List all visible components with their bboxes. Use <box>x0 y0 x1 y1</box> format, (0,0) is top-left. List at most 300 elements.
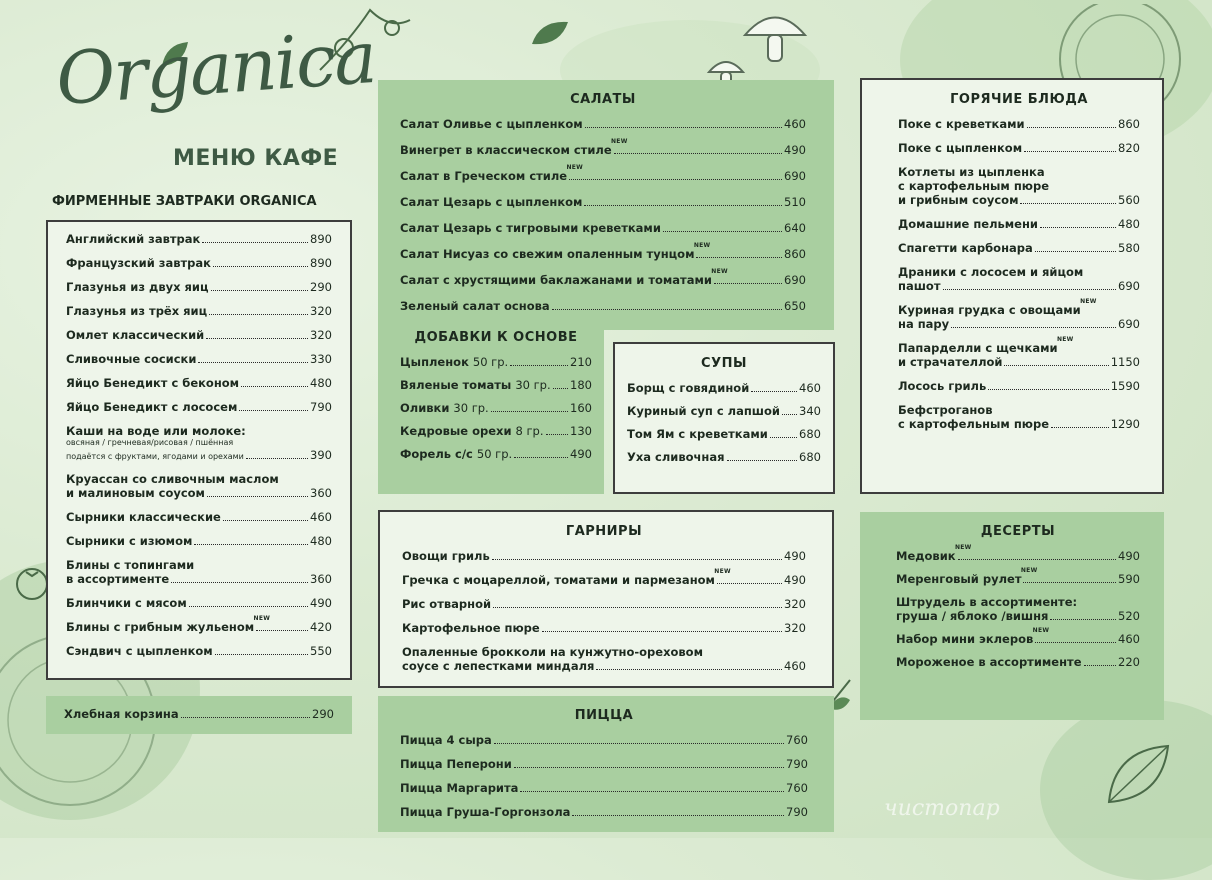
item-name: Винегрет в классическом стиле NEW <box>400 143 612 157</box>
item-price: 220 <box>1118 655 1140 669</box>
item-price: 320 <box>784 621 806 635</box>
item-name: Круассан со сливочным маслом <box>66 472 279 486</box>
menu-item-row <box>400 164 806 183</box>
item-name: соусе с лепестками миндаля <box>402 659 595 673</box>
menu-item-line <box>898 403 1140 417</box>
item-name: Салат Цезарь с цыпленком <box>400 195 583 209</box>
menu-item <box>66 352 332 366</box>
menu-item-row <box>66 644 332 658</box>
item-name: Зеленый салат основа <box>400 299 550 313</box>
menu-item-row <box>400 195 806 209</box>
item-price: 460 <box>1118 632 1140 646</box>
new-badge: NEW <box>714 568 731 575</box>
dot-leader <box>1040 227 1116 228</box>
menu-item <box>66 304 332 318</box>
new-badge: NEW <box>1056 336 1074 343</box>
item-price: 1590 <box>1110 379 1140 393</box>
item-name: Уха сливочная <box>627 450 725 464</box>
breakfast-list <box>66 232 332 658</box>
item-price: 890 <box>310 232 332 246</box>
item-name: Английский завтрак <box>66 232 201 246</box>
menu-item <box>400 355 592 369</box>
menu-item-row <box>400 781 808 795</box>
item-name: Салат с хрустящими баклажанами и томатами NEW <box>400 273 712 287</box>
menu-item-row <box>896 655 1140 669</box>
menu-item <box>66 472 332 500</box>
menu-item <box>898 241 1140 255</box>
item-name: Пицца Пеперони <box>400 757 512 771</box>
menu-item-row <box>66 534 332 548</box>
item-price: 320 <box>310 304 332 318</box>
menu-item-row <box>400 733 808 747</box>
menu-item <box>400 378 592 392</box>
item-name: Салат в Греческом стиле NEW <box>400 169 567 183</box>
menu-item <box>896 567 1140 586</box>
menu-item <box>898 165 1140 207</box>
dot-leader <box>542 631 782 632</box>
item-name: Блины с грибным жульеном NEW <box>66 620 254 634</box>
menu-item-row <box>898 317 1140 331</box>
item-name: Салат Цезарь с тигровыми креветками <box>400 221 661 235</box>
item-price: 760 <box>786 781 808 795</box>
dot-leader <box>494 743 784 744</box>
menu-item-line <box>66 472 332 486</box>
menu-item-row <box>400 805 808 819</box>
menu-item <box>400 401 592 415</box>
item-name: Пицца 4 сыра <box>400 733 492 747</box>
leaf-icon <box>1104 740 1174 810</box>
new-badge: NEW <box>1020 567 1038 574</box>
menu-item <box>898 265 1140 293</box>
dot-leader <box>1051 427 1109 428</box>
menu-item-row <box>66 352 332 366</box>
item-name: Драники с лососем и яйцом <box>898 265 1084 279</box>
menu-item-row <box>66 256 332 270</box>
menu-item-row <box>66 510 332 524</box>
menu-item-row <box>898 217 1140 231</box>
menu-item <box>627 404 821 418</box>
menu-item <box>400 299 806 313</box>
dot-leader <box>614 153 782 154</box>
item-name: Глазунья из трёх яиц <box>66 304 208 318</box>
menu-item-line <box>898 165 1140 179</box>
dot-leader <box>782 414 797 415</box>
leaf-icon <box>530 18 570 48</box>
item-name: Рис отварной <box>402 597 492 611</box>
item-name: Сливочные сосиски <box>66 352 197 366</box>
dot-leader <box>572 815 784 816</box>
item-price: 180 <box>570 378 592 392</box>
item-name: Меренговый рулет NEW <box>896 572 1021 586</box>
desserts-list <box>896 544 1140 669</box>
menu-item <box>66 424 332 462</box>
hot-panel <box>860 78 1164 494</box>
dot-leader <box>207 496 308 497</box>
menu-item-row <box>66 486 332 500</box>
menu-item <box>64 707 334 721</box>
menu-item <box>66 596 332 610</box>
item-name: Оливки <box>400 401 450 415</box>
menu-item <box>66 376 332 390</box>
item-name: Медовик NEW <box>896 549 956 563</box>
addons-list <box>400 355 592 461</box>
item-name: Блинчики с мясом <box>66 596 187 610</box>
item-price: 1290 <box>1110 417 1140 431</box>
addons-title: ДОБАВКИ К ОСНОВЕ <box>414 330 578 345</box>
menu-item <box>400 447 592 461</box>
breakfast-panel <box>46 220 352 680</box>
menu-item <box>896 544 1140 563</box>
brand-logo: Organica <box>53 14 378 122</box>
dot-leader <box>585 127 782 128</box>
dot-leader <box>514 767 784 768</box>
dot-leader <box>546 434 569 435</box>
item-price: 460 <box>799 381 821 395</box>
menu-item-row <box>400 117 806 131</box>
dot-leader <box>493 607 782 608</box>
item-price: 290 <box>312 707 334 721</box>
dot-leader <box>194 544 308 545</box>
soups-title: СУПЫ <box>701 356 747 371</box>
menu-item <box>400 781 808 795</box>
menu-item-row <box>400 401 592 415</box>
dot-leader <box>239 410 308 411</box>
item-name: Салат Нисуаз со свежим опаленным тунцом NEW <box>400 247 694 261</box>
menu-item-row <box>898 193 1140 207</box>
dot-leader <box>727 460 798 461</box>
dot-leader <box>171 582 308 583</box>
item-note: овсяная / гречневая/рисовая / пшённая <box>66 438 234 447</box>
item-price: 340 <box>799 404 821 418</box>
item-price: 480 <box>1118 217 1140 231</box>
dot-leader <box>215 654 308 655</box>
item-price: 210 <box>570 355 592 369</box>
menu-item-row <box>898 241 1140 255</box>
menu-item <box>400 221 806 235</box>
menu-item-line <box>898 179 1140 193</box>
menu-item <box>400 195 806 209</box>
item-name: на пару <box>898 317 950 331</box>
soups-list <box>627 381 821 464</box>
menu-item-row <box>400 138 806 157</box>
salads-panel <box>378 80 834 330</box>
menu-item <box>896 595 1140 623</box>
item-price: 160 <box>570 401 592 415</box>
new-badge: NEW <box>1080 298 1097 305</box>
menu-item-row <box>896 567 1140 586</box>
item-name: Блины с топингами <box>66 558 195 572</box>
item-price: 1150 <box>1110 355 1140 369</box>
menu-item-row <box>400 378 592 392</box>
breakfast-title: ФИРМЕННЫЕ ЗАВТРАКИ ORGANICA <box>52 194 317 209</box>
item-name: и грибным соусом <box>898 193 1019 207</box>
item-name: Мороженое в ассортименте <box>896 655 1082 669</box>
menu-item-row <box>400 268 806 287</box>
menu-item <box>400 242 806 261</box>
dot-leader <box>584 205 782 206</box>
menu-item <box>898 141 1140 155</box>
dot-leader <box>211 290 309 291</box>
item-name: Гречка с моцареллой, томатами и пармезаном NEW <box>402 573 715 587</box>
item-name: Опаленные брокколи на кунжутно-ореховом <box>402 645 703 659</box>
item-name: Яйцо Бенедикт с беконом <box>66 376 240 390</box>
item-price: 390 <box>310 448 332 462</box>
menu-item-line <box>896 595 1140 609</box>
menu-item-row <box>400 447 592 461</box>
menu-item <box>66 644 332 658</box>
item-name: Яйцо Бенедикт с лососем <box>66 400 238 414</box>
menu-item <box>402 645 806 673</box>
item-name: Салат Оливье с цыпленком <box>400 117 583 131</box>
item-price: 790 <box>786 805 808 819</box>
menu-item-line <box>898 298 1140 317</box>
item-price: 460 <box>784 659 806 673</box>
item-name: и малиновым соусом <box>66 486 205 500</box>
menu-item-row <box>898 379 1140 393</box>
item-price: 320 <box>310 328 332 342</box>
menu-item <box>402 597 806 611</box>
menu-item-row <box>627 450 821 464</box>
item-qty: 8 гр. <box>515 424 544 438</box>
dot-leader <box>491 411 568 412</box>
item-price: 490 <box>1118 549 1140 563</box>
salads-title: САЛАТЫ <box>570 92 636 107</box>
addons-panel <box>378 318 604 494</box>
item-name: с картофельным пюре <box>898 417 1049 431</box>
item-name: Хлебная корзина <box>64 707 179 721</box>
menu-item <box>898 117 1140 131</box>
item-name: Папарделли с щечками NEW <box>898 341 1058 355</box>
item-price: 420 <box>310 620 332 634</box>
new-badge: NEW <box>610 138 628 145</box>
item-name: Сырники с изюмом <box>66 534 193 548</box>
menu-item <box>627 381 821 395</box>
menu-item <box>400 138 806 157</box>
item-price: 360 <box>310 486 332 500</box>
menu-item-row <box>66 572 332 586</box>
item-name: Омлет классический <box>66 328 205 342</box>
menu-item-line <box>66 424 332 438</box>
item-price: 680 <box>799 450 821 464</box>
menu-item-row <box>66 400 332 414</box>
dot-leader <box>951 327 1116 328</box>
item-name: Домашние пельмени <box>898 217 1038 231</box>
dot-leader <box>696 257 782 258</box>
menu-item <box>400 757 808 771</box>
item-name: Бефстроганов <box>898 403 993 417</box>
menu-item <box>627 450 821 464</box>
menu-item-row <box>402 597 806 611</box>
item-price: 790 <box>310 400 332 414</box>
menu-item-row <box>402 621 806 635</box>
new-badge: NEW <box>566 164 584 171</box>
dot-leader <box>1027 127 1116 128</box>
item-price: 550 <box>310 644 332 658</box>
dot-leader <box>596 669 782 670</box>
watermark: чистопар <box>884 796 1000 821</box>
item-price: 690 <box>784 169 806 183</box>
salads-list <box>400 117 806 313</box>
garnish-panel <box>378 510 834 688</box>
item-name: Лосось гриль <box>898 379 987 393</box>
menu-item <box>402 549 806 563</box>
item-name: Французский завтрак <box>66 256 211 270</box>
menu-item <box>402 568 806 587</box>
item-name: Овощи гриль <box>402 549 490 563</box>
dot-leader <box>1050 619 1116 620</box>
item-name: Кедровые орехи <box>400 424 512 438</box>
menu-item <box>400 424 592 438</box>
garnish-title: ГАРНИРЫ <box>565 524 643 539</box>
dot-leader <box>223 520 308 521</box>
item-name: Цыпленок <box>400 355 469 369</box>
dot-leader <box>714 283 782 284</box>
menu-item-row <box>400 242 806 261</box>
item-name: груша / яблоко /вишня <box>896 609 1049 623</box>
dot-leader <box>246 458 308 459</box>
dot-leader <box>492 559 782 560</box>
soups-panel <box>613 342 835 494</box>
menu-item <box>66 510 332 524</box>
item-price: 510 <box>784 195 806 209</box>
item-name: Набор мини эклеров NEW <box>896 632 1033 646</box>
dot-leader <box>751 391 797 392</box>
pizza-panel <box>378 696 834 832</box>
dot-leader <box>198 362 308 363</box>
menu-item-line <box>402 645 806 659</box>
item-name: Поке с креветками <box>898 117 1025 131</box>
bread-panel <box>46 696 352 734</box>
item-price: 860 <box>1118 117 1140 131</box>
menu-item <box>898 403 1140 431</box>
item-name: Борщ с говядиной <box>627 381 750 395</box>
menu-item-row <box>898 355 1140 369</box>
menu-item-row <box>400 221 806 235</box>
menu-item-row <box>66 328 332 342</box>
menu-item-row <box>627 427 821 441</box>
dot-leader <box>202 242 308 243</box>
menu-item <box>896 655 1140 669</box>
menu-item <box>402 621 806 635</box>
item-price: 690 <box>784 273 806 287</box>
item-qty: 30 гр. <box>515 378 551 392</box>
dot-leader <box>569 179 782 180</box>
menu-item-row <box>66 280 332 294</box>
dot-leader <box>1084 665 1117 666</box>
menu-item <box>66 615 332 634</box>
menu-item <box>896 627 1140 646</box>
item-price: 590 <box>1118 572 1140 586</box>
menu-item <box>400 733 808 747</box>
item-price: 790 <box>786 757 808 771</box>
dot-leader <box>943 289 1117 290</box>
item-name: Глазунья из двух яиц <box>66 280 209 294</box>
menu-item <box>66 558 332 586</box>
item-name: Поке с цыпленком <box>898 141 1023 155</box>
dot-leader <box>717 583 782 584</box>
menu-item <box>66 328 332 342</box>
menu-item-row <box>896 544 1140 563</box>
item-name: в ассортименте <box>66 572 170 586</box>
dot-leader <box>510 365 568 366</box>
menu-item-row <box>400 355 592 369</box>
menu-item-row <box>400 424 592 438</box>
dot-leader <box>520 791 784 792</box>
item-name: Сэндвич с цыпленком <box>66 644 213 658</box>
item-price: 680 <box>799 427 821 441</box>
item-price: 890 <box>310 256 332 270</box>
item-name: и страчателлой <box>898 355 1003 369</box>
item-price: 490 <box>784 549 806 563</box>
menu-item-row <box>627 404 821 418</box>
menu-item-row <box>896 627 1140 646</box>
item-name: Спагетти карбонара <box>898 241 1033 255</box>
item-name: Сырники классические <box>66 510 221 524</box>
menu-item-row <box>66 232 332 246</box>
menu-item <box>66 534 332 548</box>
new-badge: NEW <box>954 544 972 551</box>
menu-item-row <box>898 279 1140 293</box>
dot-leader <box>213 266 308 267</box>
item-name: Пицца Маргарита <box>400 781 519 795</box>
item-qty: 30 гр. <box>453 401 489 415</box>
menu-item-row <box>402 568 806 587</box>
item-price: 760 <box>786 733 808 747</box>
desserts-panel <box>860 512 1164 720</box>
item-price: 820 <box>1118 141 1140 155</box>
item-price: 690 <box>1118 317 1140 331</box>
menu-item-row <box>400 299 806 313</box>
item-name: с картофельным пюре <box>898 179 1049 193</box>
item-name: Пицца Груша-Горгонзола <box>400 805 571 819</box>
item-name: Куриный суп с лапшой <box>627 404 780 418</box>
hot-title: ГОРЯЧИЕ БЛЮДА <box>950 92 1088 107</box>
pizza-title: ПИЦЦА <box>574 708 634 723</box>
item-name: пашот <box>898 279 941 293</box>
menu-item <box>400 268 806 287</box>
menu-item-line <box>898 336 1140 355</box>
menu-item <box>66 232 332 246</box>
garnish-list <box>402 549 806 673</box>
menu-item-row <box>66 596 332 610</box>
dot-leader <box>1020 203 1116 204</box>
item-name: Вяленые томаты <box>400 378 512 392</box>
dot-leader <box>206 338 308 339</box>
dot-leader <box>256 630 308 631</box>
hot-list <box>898 117 1140 431</box>
new-badge: NEW <box>253 615 271 622</box>
item-note: подаётся с фруктами, ягодами и орехами <box>66 452 244 461</box>
item-price: 490 <box>784 573 806 587</box>
menu-item-line <box>66 558 332 572</box>
menu-item <box>627 427 821 441</box>
dot-leader <box>958 559 1116 560</box>
dot-leader <box>553 388 568 389</box>
dot-leader <box>189 606 308 607</box>
item-price: 690 <box>1118 279 1140 293</box>
dot-leader <box>1035 251 1116 252</box>
item-name: Штрудель в ассортименте: <box>896 595 1078 609</box>
menu-item-row <box>66 615 332 634</box>
menu-item-row <box>402 549 806 563</box>
menu-item-row <box>402 659 806 673</box>
menu-item <box>66 280 332 294</box>
menu-item-row <box>898 141 1140 155</box>
item-price: 480 <box>310 376 332 390</box>
dot-leader <box>988 389 1108 390</box>
item-price: 130 <box>570 424 592 438</box>
dot-leader <box>663 231 782 232</box>
